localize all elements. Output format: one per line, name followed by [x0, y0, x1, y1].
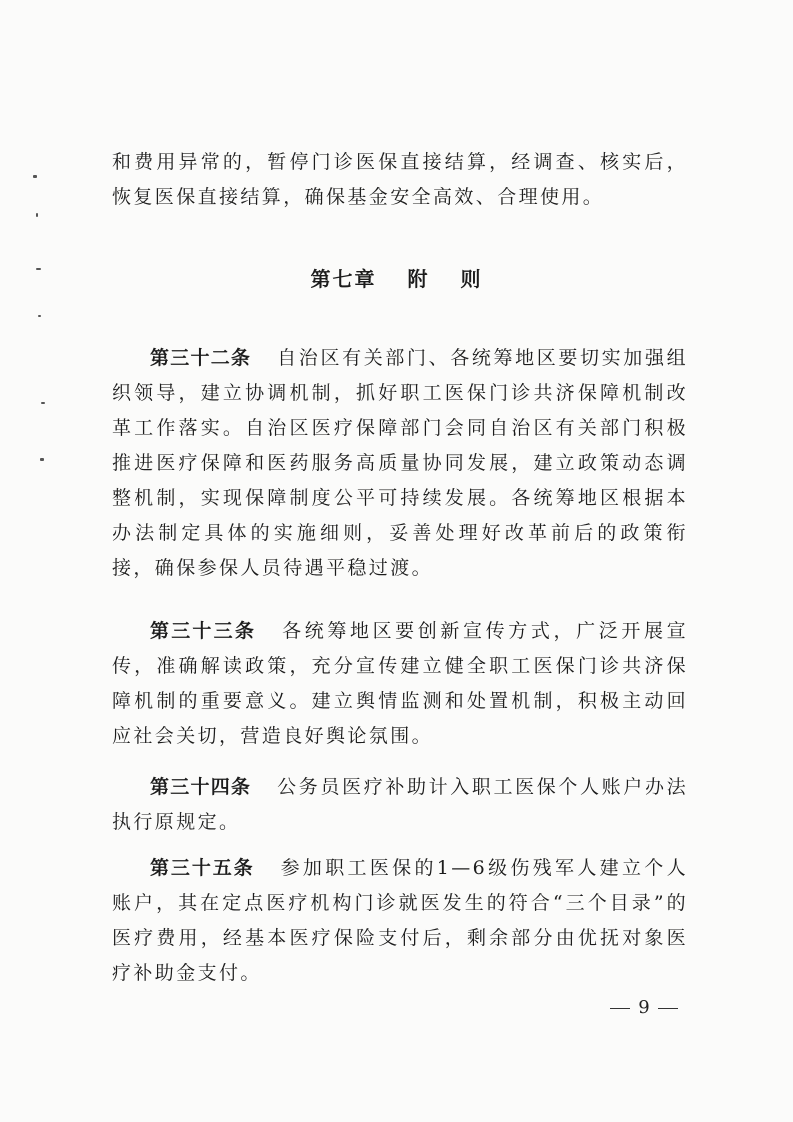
scan-mark [36, 213, 38, 217]
scan-mark [41, 402, 45, 404]
article-number: 第三十二条 [150, 347, 252, 369]
article-text: 各统筹地区要创新宣传方式，广泛开展宣传，准确解读政策，充分宣传建立健全职工医保门诊共济保障机制的重要意义。建立舆情监测和处置机制，积极主动回应社会关切，营造良好舆论氛围。 [112, 620, 688, 747]
article-35 [112, 851, 688, 991]
scan-mark [38, 315, 41, 317]
article-number: 第三十五条 [150, 857, 255, 879]
article-number: 第三十四条 [150, 776, 252, 798]
page-number-dash [610, 1008, 630, 1009]
article-32 [112, 341, 688, 586]
article-text: 自治区有关部门、各统筹地区要切实加强组织领导，建立协调机制，抓好职工医保门诊共济保障机制改革工作落实。自治区医疗保障部门会同自治区有关部门积极推进医疗保障和医药服务高质量协同发展，建立政策动态调整机制，实现保障制度公平可持续发展。各统筹地区根据本办法制定具体的实施细则，妥善处理好改革前后的政策衔接，确保参保人员待遇平稳过渡。 [112, 347, 688, 579]
scan-mark [40, 458, 44, 461]
continuation-paragraph: 和费用异常的，暂停门诊医保直接结算，经调查、核实后，恢复医保直接结算，确保基金安全高效、合理使用。 [112, 151, 688, 208]
article-text: 公务员医疗补助计入职工医保个人账户办法执行原规定。 [112, 776, 688, 833]
article-34 [112, 770, 688, 840]
article-text: 参加职工医保的1—6级伤残军人建立个人账户，其在定点医疗机构门诊就医发生的符合“三个目录”的医疗费用，经基本医疗保险支付后，剩余部分由优抚对象医疗补助金支付。 [112, 857, 688, 984]
page-number [604, 995, 684, 1021]
scan-mark [33, 175, 37, 178]
page-number-value: 9 [638, 997, 650, 1018]
page-number-dash [658, 1008, 678, 1009]
article-33 [112, 614, 688, 754]
article-number: 第三十三条 [150, 620, 257, 642]
chapter-title: 第七章 附 则 [310, 267, 483, 291]
